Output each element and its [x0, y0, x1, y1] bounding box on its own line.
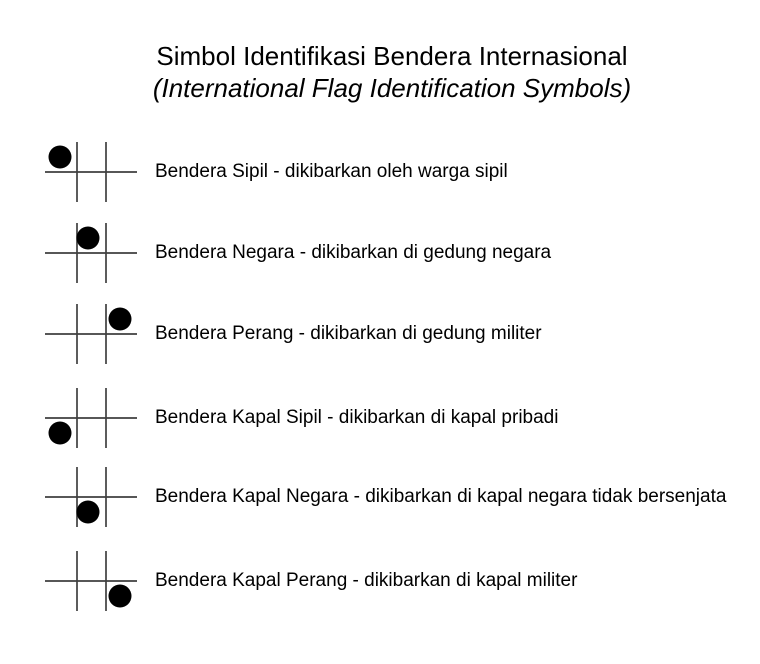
usage-dot-top-middle [77, 227, 100, 250]
flag-usage-label: Bendera Kapal Sipil - dikibarkan di kapal pribadi [155, 407, 559, 428]
flag-usage-label: Bendera Negara - dikibarkan di gedung negara [155, 242, 552, 263]
usage-dot-bottom-right [109, 585, 132, 608]
flag-usage-label: Bendera Kapal Perang - dikibarkan di kapal militer [155, 570, 578, 591]
flag-usage-label: Bendera Perang - dikibarkan di gedung militer [155, 323, 542, 344]
title-english: (International Flag Identification Symbols) [152, 73, 632, 103]
flag-usage-row [0, 546, 760, 616]
fiav-grid-symbol [44, 222, 138, 284]
title-indonesian: Simbol Identifikasi Bendera Internasional [156, 41, 628, 71]
page-title [24, 40, 760, 104]
flag-usage-row [0, 299, 760, 369]
usage-dot-top-left [49, 146, 72, 169]
usage-dot-bottom-left [49, 422, 72, 445]
flag-usage-row [0, 462, 760, 532]
flag-usage-label: Bendera Sipil - dikibarkan oleh warga sipil [155, 161, 508, 182]
usage-dot-bottom-middle [77, 501, 100, 524]
flag-usage-row [0, 383, 760, 453]
fiav-grid-symbol [44, 303, 138, 365]
flag-usage-row [0, 137, 760, 207]
fiav-grid-symbol [44, 550, 138, 612]
usage-dot-top-right [109, 308, 132, 331]
flag-usage-label: Bendera Kapal Negara - dikibarkan di kapal negara tidak bersenjata [155, 486, 727, 507]
fiav-grid-symbol [44, 141, 138, 203]
flag-usage-row [0, 218, 760, 288]
fiav-grid-symbol [44, 466, 138, 528]
fiav-grid-symbol [44, 387, 138, 449]
